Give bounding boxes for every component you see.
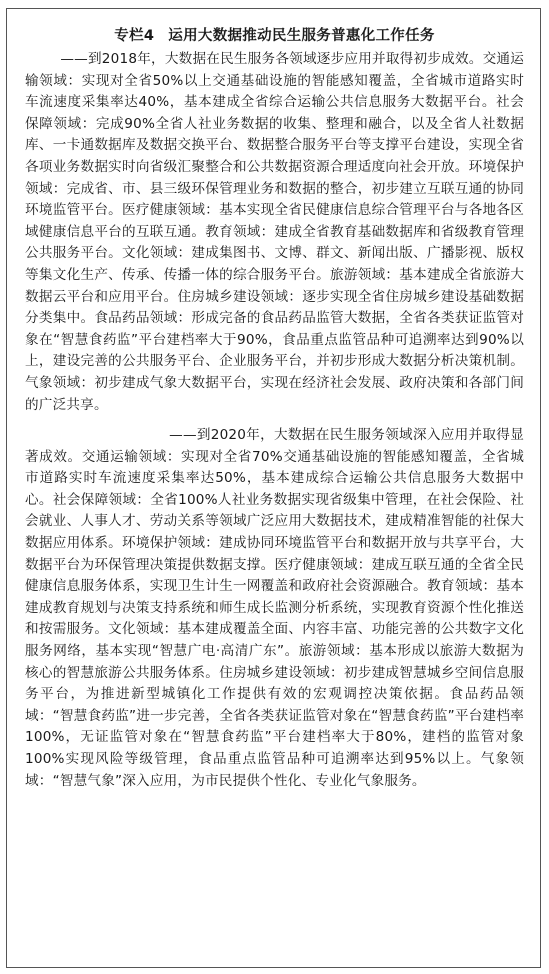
paragraph-2020-goals: ——到2020年，大数据在民生服务领域深入应用并取得显著成效。交通运输领域：实现对全省70%交通基础设施的智能感知覆盖，全省城市道路实时车流速度采集率达50%，基本建成综合运输公共信息服务大数据中心。社会保障领域：全省100%人社业务数据实现省级集中管理，在社会保险、社会就业、人事人才、劳动关系等领域广泛应用大数据技术，建成精准智能的社保大数据应用体系。环境保护领域：建成协同环境监管平台和数据开放与共享平台，大数据平台为环保管理决策提供数据支撑。医疗健康领域：建成互联互通的全省全民健康信息服务体系，实现卫生计生一网覆盖和政府社会资源融合。教育领域：基本建成教育规划与决策支持系统和师生成长监测分析系统，实现教育资源个性化推送和按需服务。文化领域：基本建成覆盖全面、内容丰富、功能完善的公共数字文化服务网络，基本实现“智慧广电·高清广东”。旅游领域：基本形成以旅游大数据为核心的智慧旅游公共服务体系。住房城乡建设领域：初步建成智慧城乡空间信息服务平台，为推进新型城镇化工作提供有效的宏观调控决策依据。食品药品领域：“智慧食药监”进一步完善，全省各类获证监管对象在“智慧食药监”平台建档率100%，无证监管对象在“智慧食药监”平台建档率大于80%，建档的监管对象100%实现风险等级管理，食品重点监管品种可追溯率达到95%以上。气象领域：“智慧气象”深入应用，为市民提供个性化、专业化气象服务。 — [25, 427, 524, 789]
column-box — [6, 8, 541, 968]
box-heading: 运用大数据推动民生服务普惠化工作任务 — [168, 28, 435, 44]
paragraph-2018-goals: ——到2018年，大数据在民生服务各领域逐步应用并取得初步成效。交通运输领域：实现对全省50%以上交通基础设施的智能感知覆盖，全省城市道路实时车流速度采集率达40%，基本建成全省综合运输公共信息服务大数据平台。社会保障领域：完成90%全省人社业务数据的收集、整理和融合，以及全省人社数据库、一卡通数据库及数据交换平台、数据整合服务平台等支撑平台建设，实现全省各项业务数据实时向省级汇聚整合和公共数据资源合理适度向社会开放。环境保护领域：完成省、市、县三级环保管理业务和数据的整合，初步建立互联互通的协同环境监管平台。医疗健康领域：基本实现全省民健康信息综合管理平台与各地各区域健康信息平台的互联互通。教育领域：建成全省教育基础数据库和省级教育管理公共服务平台。文化领域：建成集图书、文博、群文、新闻出版、广播影视、版权等集文化生产、传承、传播一体的综合服务平台。旅游领域：基本建成全省旅游大数据云平台和应用平台。住房城乡建设领域：逐步实现全省住房城乡建设基础数据分类集中。食品药品领域：形成完备的食品药品监管大数据，全省各类获证监管对象在“智慧食药监”平台建档率大于90%，食品重点监管品种可追溯率达到90%以上，建设完善的公共服务平台、企业服务平台，并初步形成大数据分析决策机制。气象领域：初步建成气象大数据平台，实现在经济社会发展、政府决策和各部门间的广泛共享。 — [25, 51, 524, 413]
box-title — [25, 25, 524, 47]
box-label: 专栏4 — [114, 28, 155, 44]
